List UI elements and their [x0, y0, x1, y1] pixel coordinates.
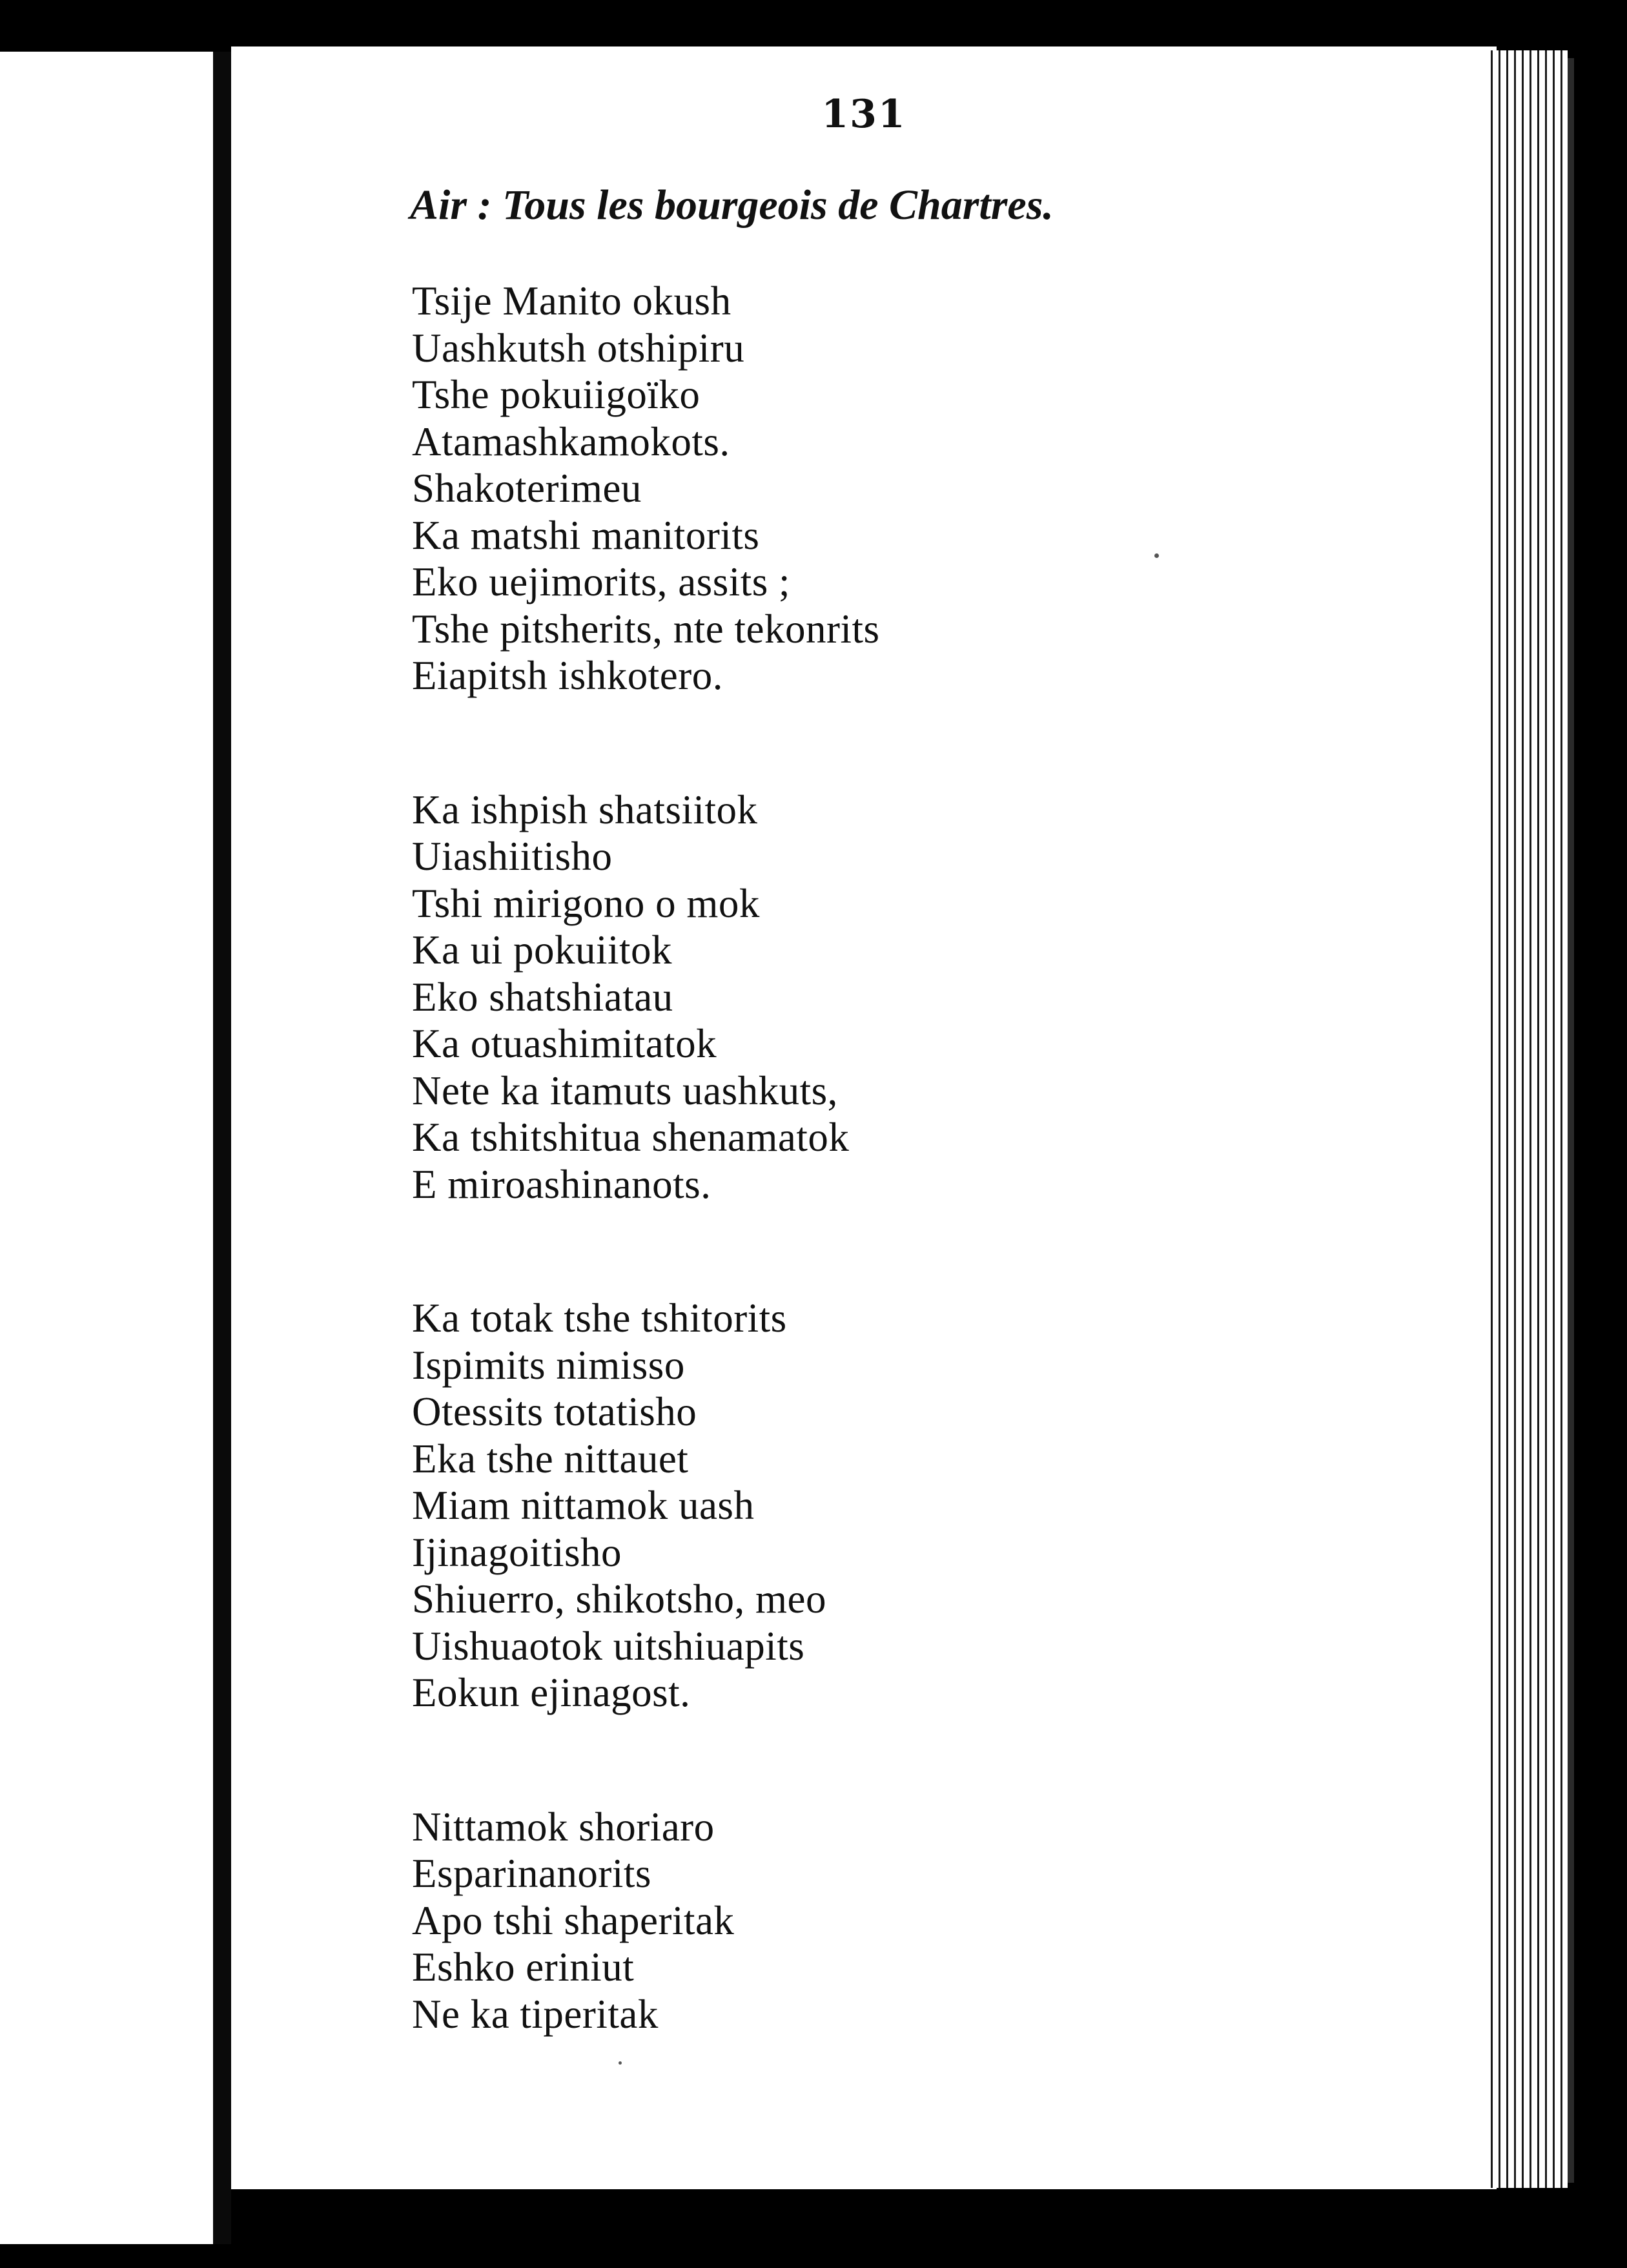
verse-line: Tshi mirigono o mok: [412, 880, 760, 926]
book-gutter: [213, 52, 231, 2244]
verse-line: Eko shatshiatau: [412, 974, 673, 1020]
verse-line: Ne ka tiperitak: [412, 1991, 659, 2037]
verse-line: Nittamok shoriaro: [412, 1804, 715, 1850]
verse-line: Uishuaotok uitshiuapits: [412, 1623, 805, 1669]
book-page: [231, 46, 1497, 2189]
verse-line: Eokun ejinagost.: [412, 1670, 691, 1715]
stanza: [412, 1804, 1445, 2038]
verse-line: Tsije Manito okush: [412, 278, 732, 324]
verse-line: Shiuerro, shikotsho, meo: [412, 1576, 826, 1622]
verse-line: Tshe pokuiigoïko: [412, 372, 701, 417]
verse-line: Miam nittamok uash: [412, 1483, 755, 1528]
air-heading: Air : Tous les bourgeois de Chartres.: [410, 181, 1054, 229]
verse-line: Ka matshi manitorits: [412, 512, 760, 558]
facing-page: [0, 52, 213, 2244]
verse-line: Eka tshe nittauet: [412, 1436, 689, 1481]
paper-speck: [619, 2061, 622, 2065]
verse-line: Ka totak tshe tshitorits: [412, 1295, 787, 1341]
verse-line: Eiapitsh ishkotero.: [412, 653, 723, 698]
verse-line: Uashkutsh otshipiru: [412, 325, 745, 371]
verse-line: Tshe pitsherits, nte tekonrits: [412, 606, 880, 652]
verse-line: Ijinagoitisho: [412, 1529, 622, 1575]
verse-line: Ka tshitshitua shenamatok: [412, 1115, 850, 1160]
stanza: [412, 1295, 1445, 1716]
verse-line: Ka otuashimitatok: [412, 1021, 717, 1066]
verse-line: E miroashinanots.: [412, 1161, 711, 1207]
verse-line: Atamashkamokots.: [412, 418, 730, 464]
page-edges: [1485, 50, 1568, 2188]
verse-line: Eshko eriniut: [412, 1944, 635, 1990]
verse-line: Ka ui pokuiitok: [412, 927, 672, 973]
verse-line: Esparinanorits: [412, 1851, 651, 1896]
paper-speck: [1154, 553, 1159, 558]
poem: [412, 278, 1445, 2125]
verse-line: Apo tshi shaperitak: [412, 1897, 735, 1943]
verse-line: Otessits totatisho: [412, 1389, 697, 1434]
verse-line: Shakoterimeu: [412, 466, 642, 511]
verse-line: Ka ishpish shatsiitok: [412, 787, 758, 832]
verse-line: Uiashiitisho: [412, 834, 613, 879]
verse-line: Ispimits nimisso: [412, 1342, 685, 1388]
stanza: [412, 787, 1445, 1208]
verse-line: Nete ka itamuts uashkuts,: [412, 1067, 838, 1113]
stanza: [412, 278, 1445, 699]
page-number: 131: [821, 92, 906, 137]
page-edges-shadow: [1568, 58, 1574, 2183]
verse-line: Eko uejimorits, assits ;: [412, 559, 790, 604]
